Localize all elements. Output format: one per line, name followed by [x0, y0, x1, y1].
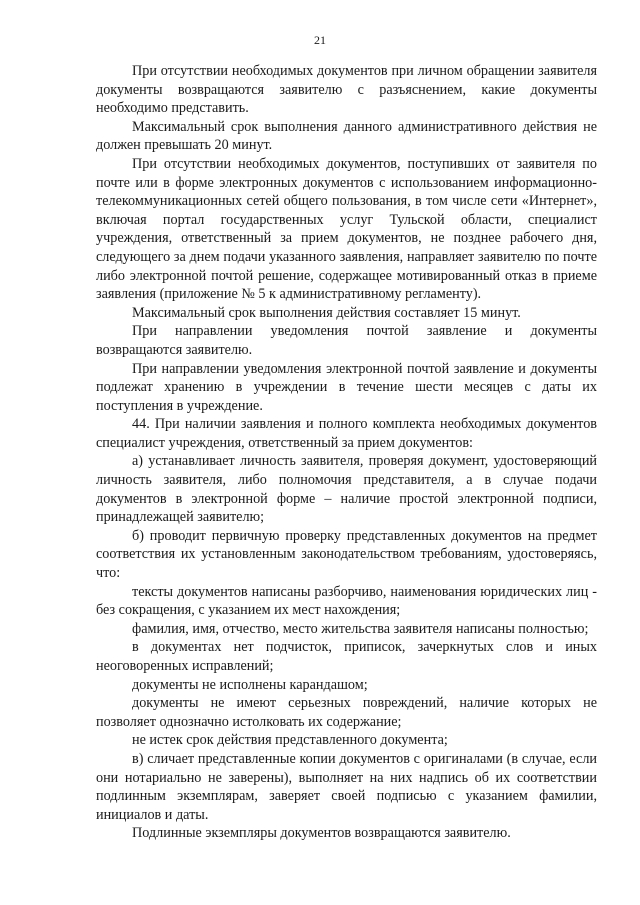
paragraph-item-44: 44. При наличии заявления и полного комплекта необходимых документов специалист учреждения, ответственный за прием документов:	[96, 416, 597, 451]
paragraph-check-full-name: фамилия, имя, отчество, место жительства заявителя написаны полностью;	[132, 620, 589, 637]
paragraph-check-no-damage: документы не имеют серьезных повреждений, наличие которых не позволяет однозначно истолковать их содержание;	[96, 695, 597, 730]
paragraph-max-time-20-minutes: Максимальный срок выполнения данного административного действия не должен превышать 20 минут.	[96, 118, 597, 154]
paragraph-mail-notification: При направлении уведомления почтой заявление и документы возвращаются заявителю.	[96, 323, 597, 358]
paragraph-email-notification: При направлении уведомления электронной почтой заявление и документы подлежат хранению в учреждении в течение шести месяцев с даты их поступления в учреждение.	[96, 360, 597, 414]
paragraph-check-not-expired: не истек срок действия представленного документа;	[132, 732, 448, 749]
document-body	[96, 62, 597, 843]
paragraph-check-legible: тексты документов написаны разборчиво, наименования юридических лиц - без сокращения, с указанием их мест нахождения;	[96, 583, 597, 619]
page-number: 21	[314, 33, 326, 47]
paragraph-absent-documents-in-person: При отсутствии необходимых документов при личном обращении заявителя документы возвращаются заявителю с разъяснением, какие документы необходимо представить.	[96, 63, 597, 117]
paragraph-check-no-corrections: в документах нет подчисток, приписок, зачеркнутых слов и иных неоговоренных исправлений;	[96, 639, 597, 674]
paragraph-check-no-pencil: документы не исполнены карандашом;	[132, 676, 368, 693]
paragraph-absent-documents-by-mail: При отсутствии необходимых документов, поступивших от заявителя по почте или в форме электронных документов с использованием информационно-телекоммуникационных сетей общего пользования, в том числе сети «Интернет», включая портал государственных услуг Тульской области, специалист учреждения, ответственный за прием документов, не позднее рабочего дня, следующего за днем подачи указанного заявления, направляет заявителю по почте либо электронной почтой решение, содержащее мотивированный отказ в приеме заявления (приложение № 5 к административному регламенту).	[96, 155, 597, 303]
paragraph-item-v: в) сличает представленные копии документов с оригиналами (в случае, если они нотариально не заверены), выполняет на них надпись об их соответствии подлинным экземплярам, заверяет своей подписью с указанием фамилии, инициалов и даты.	[96, 750, 597, 823]
paragraph-item-a: а) устанавливает личность заявителя, проверяя документ, удостоверяющий личность заявителя, либо полномочия представителя, а в случае подачи документов в электронной форме – наличие простой электронной подписи, принадлежащей заявителю;	[96, 453, 597, 526]
paragraph-max-time-15-minutes: Максимальный срок выполнения действия составляет 15 минут.	[132, 304, 521, 321]
paragraph-originals-returned: Подлинные экземпляры документов возвращаются заявителю.	[132, 825, 511, 842]
paragraph-item-b: б) проводит первичную проверку представленных документов на предмет соответствия их установленным законодательством требованиям, удостоверяясь, что:	[96, 527, 597, 582]
